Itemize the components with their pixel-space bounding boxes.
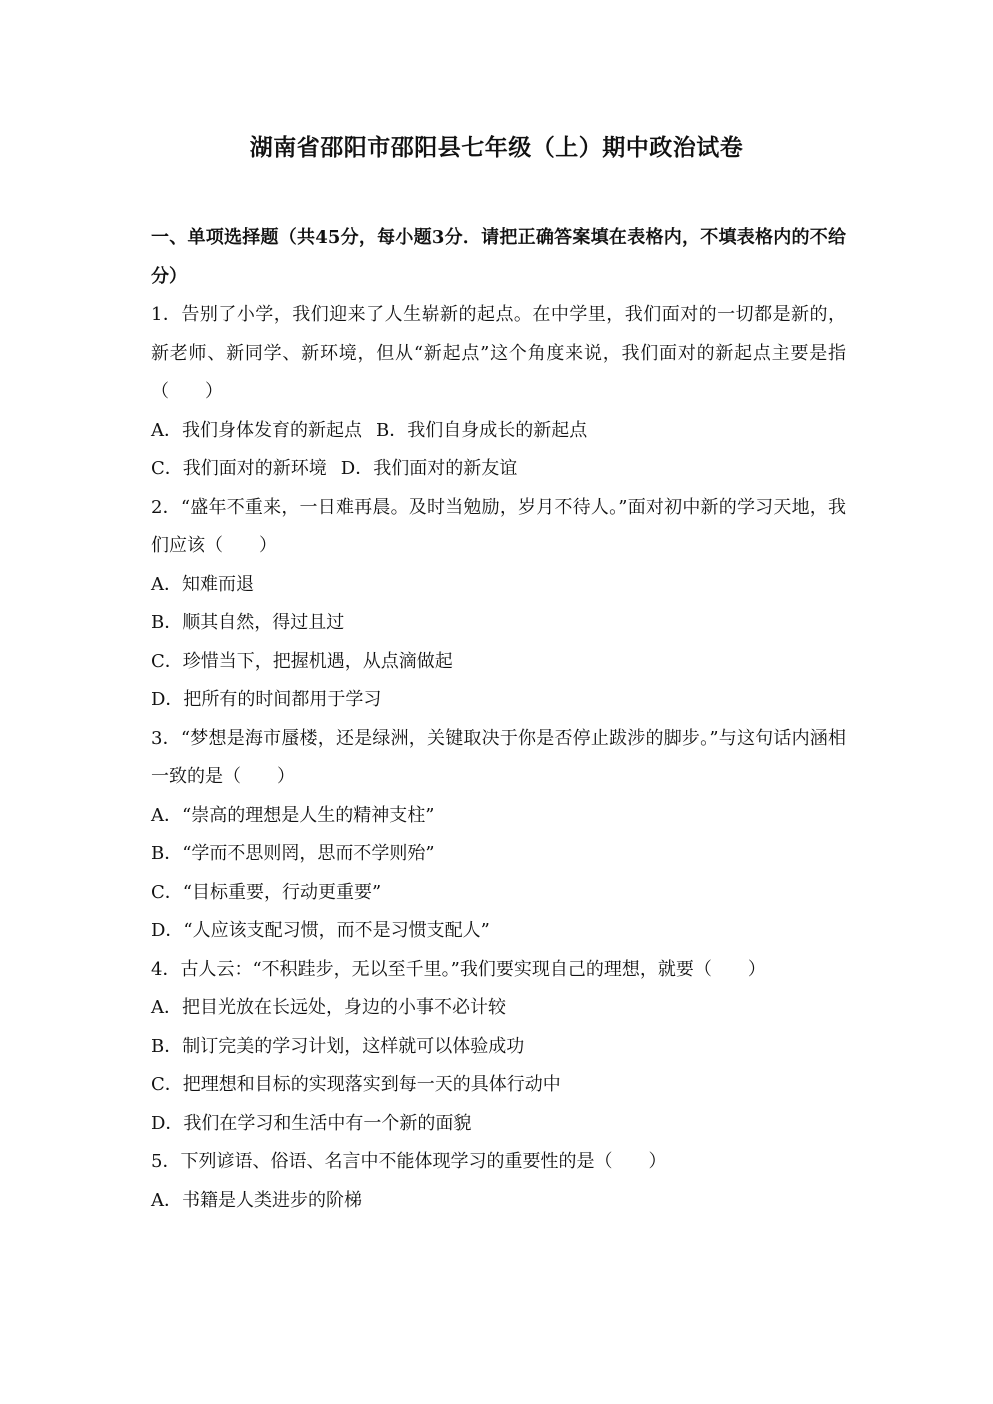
option-a: A．把目光放在长远处，身边的小事不必计较 xyxy=(151,997,506,1018)
option-row xyxy=(151,450,846,489)
question-stem: 4．古人云：“不积跬步，无以至千里。”我们要实现自己的理想，就要（ ） xyxy=(151,958,766,980)
option-d: D．我们在学习和生活中有一个新的面貌 xyxy=(151,1112,472,1134)
option-a: A．书籍是人类进步的阶梯 xyxy=(151,1189,362,1211)
question-stem: 5．下列谚语、俗语、名言中不能体现学习的重要性的是（ ） xyxy=(151,1151,667,1172)
section-header: 一、单项选择题（共45分，每小题3分．请把正确答案填在表格内，不填表格内的不给分） xyxy=(151,227,846,287)
question-stem: 2．“盛年不重来，一日难再晨。及时当勉励，岁月不待人。”面对初中新的学习天地，我们应该（ ） xyxy=(151,496,846,556)
option-d: D．把所有的时间都用于学习 xyxy=(151,689,382,710)
option-c: C．我们面对的新环境 xyxy=(151,458,327,479)
option-c: C．珍惜当下，把握机遇，从点滴做起 xyxy=(151,650,453,672)
option-b: B．顺其自然，得过且过 xyxy=(151,612,345,633)
option-a: A．知难而退 xyxy=(151,573,254,595)
option-b: B．制订完美的学习计划，这样就可以体验成功 xyxy=(151,1035,525,1057)
question-4 xyxy=(151,951,846,1144)
option-c: C．把理想和目标的实现落实到每一天的具体行动中 xyxy=(151,1074,561,1095)
option-a: A．我们身体发育的新起点 xyxy=(151,419,362,441)
page-title: 湖南省邵阳市邵阳县七年级（上）期中政治试卷 xyxy=(249,134,744,161)
option-a: A．“崇高的理想是人生的精神支柱” xyxy=(151,804,435,826)
option-b: B．“学而不思则罔，思而不学则殆” xyxy=(151,843,435,864)
question-stem: 3．“梦想是海市蜃楼，还是绿洲，关键取决于你是否停止跋涉的脚步。”与这句话内涵相一致的是（ ） xyxy=(151,727,846,787)
option-d: D．“人应该支配习惯，而不是习惯支配人” xyxy=(151,920,490,941)
option-c: C．“目标重要，行动更重要” xyxy=(151,881,382,903)
question-1 xyxy=(151,296,846,489)
question-2 xyxy=(151,489,846,720)
question-3 xyxy=(151,720,846,951)
option-d: D．我们面对的新友谊 xyxy=(340,458,518,479)
exam-content xyxy=(151,219,846,1220)
option-b: B．我们自身成长的新起点 xyxy=(376,419,588,441)
question-stem: 1．告别了小学，我们迎来了人生崭新的起点。在中学里，我们面对的一切都是新的，新老师、新同学、新环境，但从“新起点”这个角度来说，我们面对的新起点主要是指（ ） xyxy=(151,304,846,402)
option-row xyxy=(151,412,846,451)
question-5 xyxy=(151,1143,846,1220)
